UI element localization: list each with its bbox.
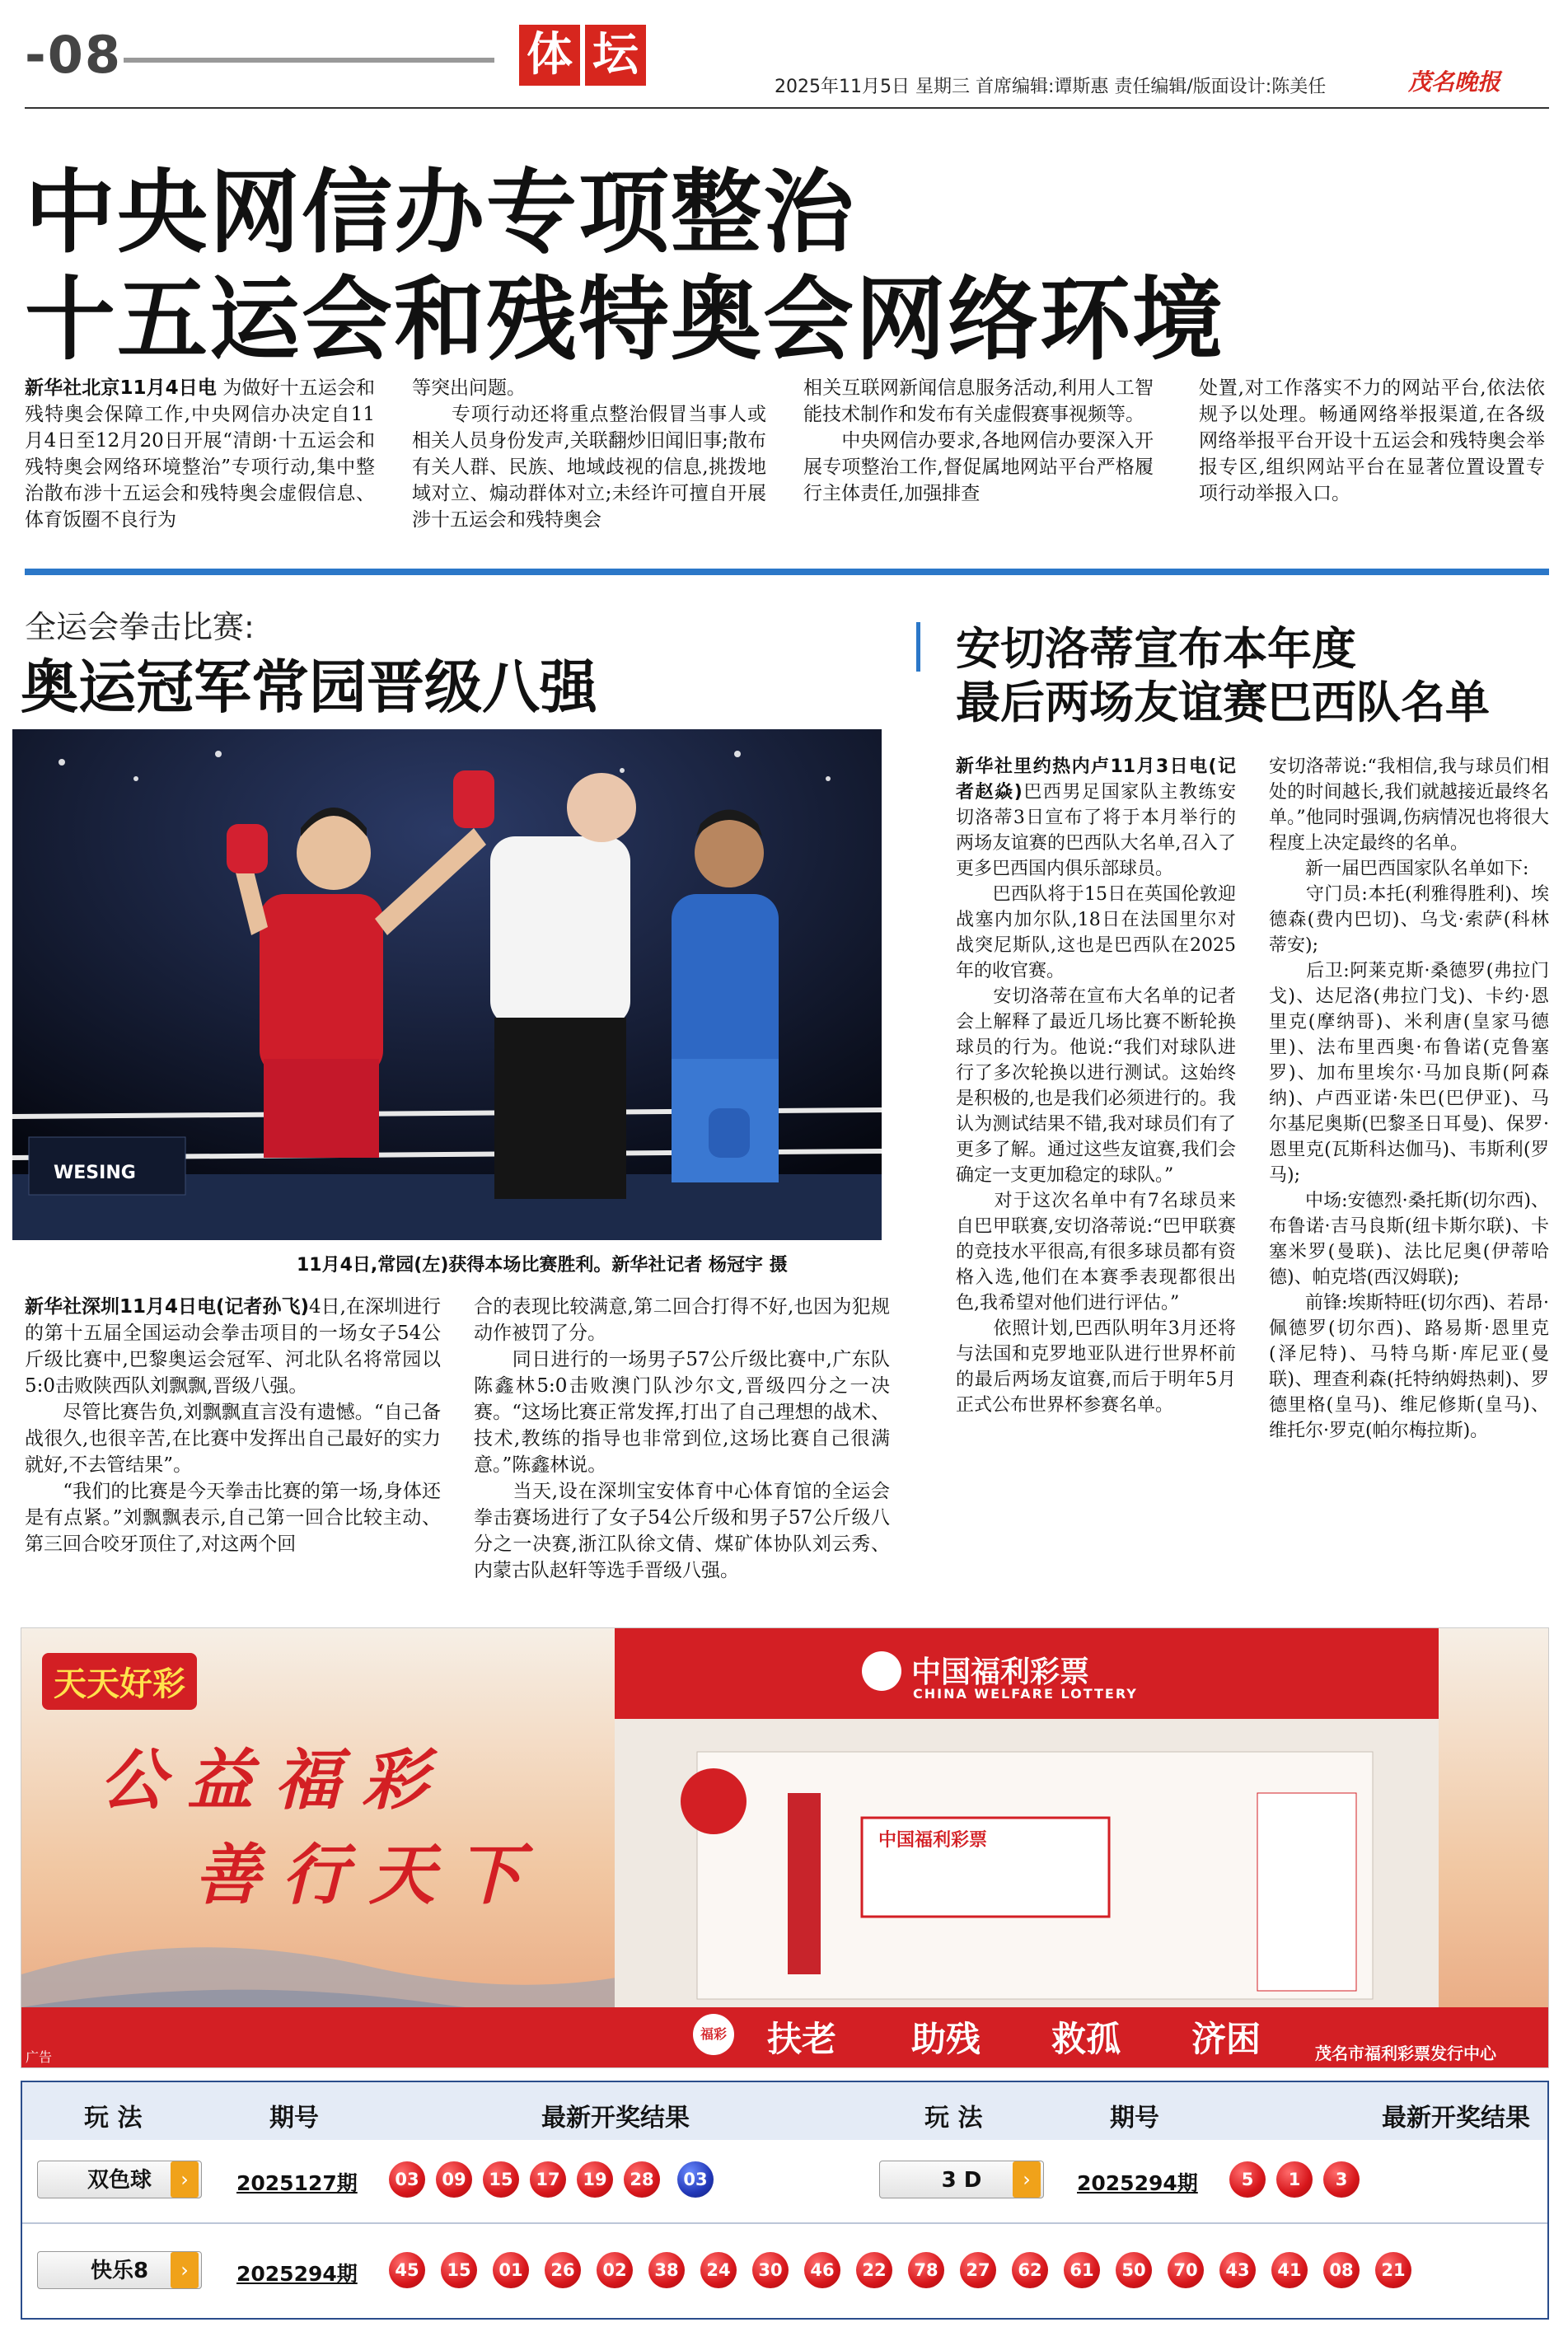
boxing-photo xyxy=(12,729,882,1240)
lead-dateline: 新华社北京11月4日电 xyxy=(25,377,217,399)
brazil-column-2: 安切洛蒂说:“我相信,我与球员们相处的时间越长,我们就越接近最终名单。”他同时强调,伤病情况也将很大程度上决定最终的名单。 新一届巴西国家队名单如下: 守门员:本托(利雅得胜利)、埃德森(费内巴切)、乌戈·索萨(科林蒂安); 后卫:阿莱克斯·桑德罗(弗拉门戈)、达尼洛(弗拉门戈)、卡约·恩里克(摩纳哥)、米利唐(皇家马德里)、法布里西奥·布鲁诺(克鲁塞罗)、加布里埃尔·马加良斯(阿森纳)、卢西亚诺·朱巴(巴伊亚)、马尔基尼奥斯(巴黎圣日耳曼)、保罗·恩里克(瓦斯科达伽马)、韦斯利(罗马); 中场:安德烈·桑托斯(切尔西)、布鲁诺·吉马良斯(纽卡斯尔联)、卡塞米罗(曼联)、法比尼奥(伊蒂哈德)、帕克塔(西汉姆联); 前锋:埃斯特旺(切尔西)、若昂·佩德罗(切尔西)、路易斯·恩里克(泽尼特)、马特乌斯·库尼亚(曼联)、理查利森(托特纳姆热刺)、罗德里格(皇马)、维尼修斯(皇马)、维托尔·罗克(帕尔梅拉斯)。 xyxy=(1269,756,1549,1441)
section-divider xyxy=(25,569,1549,575)
ad-virtue-2: 助残 xyxy=(911,2019,981,2059)
ad-logo-en: CHINA WELFARE LOTTERY xyxy=(913,1686,1138,1702)
red-ball: 22 xyxy=(856,2252,892,2288)
ad-virtue-4: 济困 xyxy=(1191,2019,1261,2059)
col-header-issue-1: 期号 xyxy=(269,2104,319,2133)
col-header-results-2: 最新开奖结果 xyxy=(1382,2104,1530,2133)
red-ball: 17 xyxy=(530,2161,566,2198)
red-ball: 43 xyxy=(1219,2252,1256,2288)
red-ball: 41 xyxy=(1271,2252,1308,2288)
red-ball: 09 xyxy=(436,2161,472,2198)
red-ball: 27 xyxy=(960,2252,996,2288)
brazil-title-line2: 最后两场友谊赛巴西队名单 xyxy=(956,677,1490,728)
red-ball: 08 xyxy=(1323,2252,1360,2288)
red-ball: 01 xyxy=(493,2252,529,2288)
chevron-right-icon[interactable]: › xyxy=(1013,2161,1041,2198)
issue-ssq[interactable]: 2025127期 xyxy=(236,2171,358,2195)
blue-ball: 03 xyxy=(677,2161,714,2198)
issue-3d[interactable]: 2025294期 xyxy=(1077,2171,1198,2195)
red-ball: 02 xyxy=(597,2252,633,2288)
ad-pill-icon: 福彩 xyxy=(693,2014,734,2055)
red-ball: 1 xyxy=(1276,2161,1313,2198)
boxing-title: 奥运冠军常园晋级八强 xyxy=(21,653,597,721)
brazil-column-1 xyxy=(956,754,1236,1418)
game-ssq[interactable]: 双色球 xyxy=(37,2161,202,2198)
red-ball: 50 xyxy=(1116,2252,1152,2288)
boxing-dateline: 新华社深圳11月4日电(记者孙飞) xyxy=(25,1296,310,1318)
col-header-game-2: 玩 法 xyxy=(924,2104,983,2133)
red-ball: 45 xyxy=(389,2252,425,2288)
ring-banner-text: WESING xyxy=(54,1163,136,1183)
boxing-column-2: 合的表现比较满意,第二回合打得不好,也因为犯规动作被罚了分。 同日进行的一场男子57公斤级比赛中,广东队陈鑫林5:0击败澳门队沙尔文,晋级四分之一决赛。“这场比赛正常发挥,打出了自己理想的战术、技术,教练的指导也非常到位,这场比赛自己很满意。”陈鑫林说。 当天,设在深圳宝安体育中心体育馆的全运会拳击赛场进行了女子54公斤级和男子57公斤级八分之一决赛,浙江队徐文倩、煤矿体协队刘云秀、内蒙古队赵轩等选手晋级八强。 xyxy=(474,1296,890,1581)
red-ball: 46 xyxy=(804,2252,840,2288)
boxing-photo-caption: 11月4日,常园(左)获得本场比赛胜利。新华社记者 杨冠宇 摄 xyxy=(297,1255,788,1276)
ad-virtue-1: 扶老 xyxy=(767,2019,837,2059)
header-divider xyxy=(25,107,1549,109)
col-header-issue-2: 期号 xyxy=(1110,2104,1159,2133)
red-ball: 70 xyxy=(1168,2252,1204,2288)
ad-virtue-3: 救孤 xyxy=(1051,2019,1121,2059)
lead-col1-text: 为做好十五运会和残特奥会保障工作,中央网信办决定自11月4日至12月20日开展“清朗·十五运会和残特奥会网络环境整治”专项行动,集中整治散布涉十五运会和残特奥会虚假信息、体育饭圈不良行为 xyxy=(25,377,376,531)
lead-headline-line1: 中央网信办专项整治 xyxy=(25,160,855,265)
red-ball: 15 xyxy=(441,2252,477,2288)
brazil-dateline: 新华社里约热内卢11月3日电(记者赵焱) xyxy=(956,756,1236,803)
ad-badge: 天天好彩 xyxy=(42,1653,197,1710)
red-ball: 21 xyxy=(1375,2252,1411,2288)
chevron-right-icon[interactable]: › xyxy=(171,2252,199,2288)
lead-headline-line2: 十五运会和残特奥会网络环境 xyxy=(25,267,1224,372)
boxing-column-1 xyxy=(25,1294,441,1557)
welfare-lottery-ad[interactable] xyxy=(21,1627,1549,2068)
red-ball: 19 xyxy=(577,2161,613,2198)
red-ball: 62 xyxy=(1012,2252,1048,2288)
ad-logo-cn: 中国福利彩票 xyxy=(911,1655,1090,1689)
welfare-logo-icon xyxy=(862,1651,901,1691)
header-rule xyxy=(124,58,494,63)
game-kl8[interactable]: 快乐8 xyxy=(37,2251,202,2289)
lead-column-2: 等突出问题。 专项行动还将重点整治假冒当事人或相关人员身份发声,关联翻炒旧闻旧事;散布有关人群、民族、地域歧视的信息,挑拨地域对立、煽动群体对立;未经许可擅自开展涉十五运会和残特奥会 xyxy=(412,377,766,531)
brazil-title-line1: 安切洛蒂宣布本年度 xyxy=(956,623,1356,675)
red-ball: 61 xyxy=(1064,2252,1100,2288)
red-ball: 38 xyxy=(648,2252,685,2288)
issue-kl8[interactable]: 2025294期 xyxy=(236,2262,358,2286)
section-char-1: 体 xyxy=(519,25,580,86)
red-ball: 28 xyxy=(624,2161,660,2198)
red-ball: 5 xyxy=(1229,2161,1266,2198)
boxing-kicker: 全运会拳击比赛: xyxy=(25,609,255,645)
lead-column-1 xyxy=(25,375,375,533)
page-number: -08 xyxy=(25,25,123,85)
red-ball: 03 xyxy=(389,2161,425,2198)
lead-column-4: 处置,对工作落实不力的网站平台,依法依规予以处理。畅通网络举报渠道,在各级网络举报平台开设十五运会和残特奥会举报专区,组织网站平台在显著位置设置专项行动举报入口。 xyxy=(1199,377,1545,504)
ad-slogan-1: 公益福彩 xyxy=(100,1741,449,1819)
col-header-results-1: 最新开奖结果 xyxy=(541,2104,690,2133)
col-header-game-1: 玩 法 xyxy=(84,2104,143,2133)
lottery-header-row xyxy=(22,2082,1547,2140)
section-tag xyxy=(519,25,651,91)
red-ball: 15 xyxy=(483,2161,519,2198)
lottery-results-table xyxy=(21,2081,1549,2320)
ad-issuer: 茂名市福利彩票发行中心 xyxy=(1315,2044,1496,2063)
red-ball: 30 xyxy=(752,2252,789,2288)
header-info: 2025年11月5日 星期三 首席编辑:谭斯惠 责任编辑/版面设计:陈美任 xyxy=(775,77,1327,97)
red-ball: 78 xyxy=(908,2252,944,2288)
row-divider xyxy=(22,2222,1547,2224)
chevron-right-icon[interactable]: › xyxy=(171,2161,199,2198)
ad-store-sign: 中国福利彩票 xyxy=(878,1830,988,1851)
referee xyxy=(490,773,636,1199)
lead-column-3: 相关互联网新闻信息服务活动,利用人工智能技术制作和发布有关虚假赛事视频等。 中央网信办要求,各地网信办要深入开展专项整治工作,督促属地网站平台严格履行主体责任,加强排查 xyxy=(803,377,1154,504)
red-ball: 26 xyxy=(545,2252,581,2288)
boxing-col1-text: 4日,在深圳进行的第十五届全国运动会拳击项目的一场女子54公斤级比赛中,巴黎奥运会冠军、河北队名将常园以5:0击败陕西队刘飘飘,晋级八强。 尽管比赛告负,刘飘飘直言没有遗憾。“自己备战很久,也很辛苦,在比赛中发挥出自己最好的实力就好,不去管结果”。 “我们的比赛是今天拳击比赛的第一场,身体还是有点紧。”刘飘飘表示,自己第一回合比较主动、第三回合咬牙顶住了,对这两个回 xyxy=(25,1296,441,1555)
game-3d[interactable]: 3 D xyxy=(879,2161,1044,2198)
story-accent-bar xyxy=(916,622,920,672)
ad-slogan-2: 善行天下 xyxy=(194,1836,544,1913)
brazil-col1-text: 巴西男足国家队主教练安切洛蒂3日宣布了将于本月举行的两场友谊赛的巴西队大名单,召入了更多巴西国内俱乐部球员。 巴西队将于15日在英国伦敦迎战塞内加尔队,18日在法国里尔对战突尼斯队,这也是巴西队在2025年的收官赛。 安切洛蒂在宣布大名单的记者会上解释了最近几场比赛不断轮换球员的行为。他说:“我们对球队进行了多次轮换以进行测试。这始终是积极的,也是我们必须进行的。我认为测试结果不错,我对球员们有了更多了解。通过这些友谊赛,我们会确定一支更加稳定的球队。” 对于这次名单中有7名球员来自巴甲联赛,安切洛蒂说:“巴甲联赛的竞技水平很高,有很多球员都有资格入选,他们在本赛季表现都很出色,我希望对他们进行评估。” 依照计划,巴西队明年3月还将与法国和克罗地亚队进行世界杯前的最后两场友谊赛,而后于明年5月正式公布世界杯参赛名单。 xyxy=(956,782,1236,1416)
red-ball: 24 xyxy=(700,2252,737,2288)
ad-label: 广告 xyxy=(26,2049,53,2065)
section-char-2: 坛 xyxy=(585,25,646,86)
red-ball: 3 xyxy=(1323,2161,1360,2198)
masthead-logo: 茂名晚报 xyxy=(1407,68,1500,96)
